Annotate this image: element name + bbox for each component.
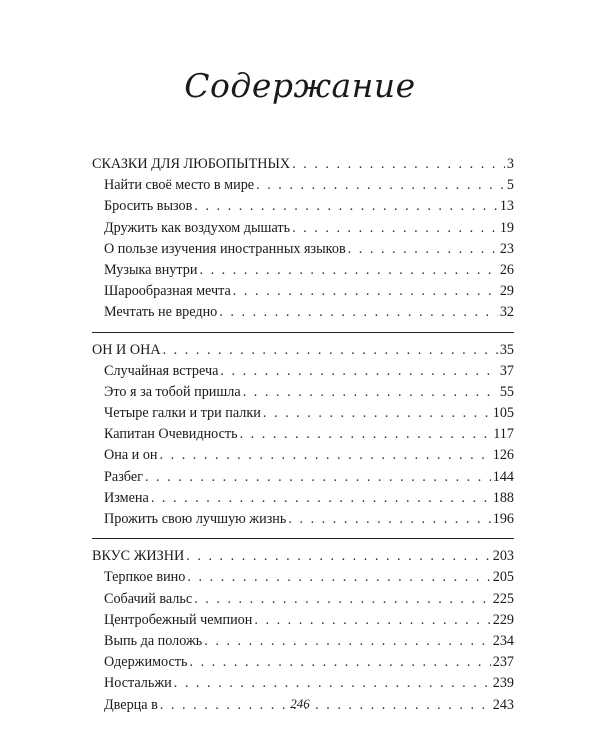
toc-page-number: 239 [492,675,514,692]
toc-page-number: 196 [492,511,514,527]
toc-page-number: 5 [506,177,514,194]
dot-leader [151,488,491,509]
toc-page-number: 35 [499,341,514,358]
dot-leader [292,218,498,239]
dot-leader [187,567,490,588]
toc-entry-row [92,445,514,466]
toc-entry-label: Собачий вальс [104,590,193,607]
toc-entry-row [92,403,514,424]
toc-heading-label: СКАЗКИ ДЛЯ ЛЮБОПЫТНЫХ [92,156,291,172]
dot-leader [220,361,497,382]
toc-heading-row [92,546,514,567]
toc-entry-row [92,509,514,530]
toc-entry-row [92,218,514,239]
toc-entry-label: Найти своё место в мире [104,177,255,194]
toc-entry-label: Прожить свою лучшую жизнь [104,511,287,527]
toc-entry-label: Разбег [104,468,143,485]
table-of-contents [92,154,514,716]
dot-leader [194,196,497,217]
toc-page-number: 126 [492,447,514,464]
toc-entry-label: Это я за тобой пришла [104,383,241,400]
toc-heading-row [92,340,514,361]
dot-leader [219,302,498,323]
toc-page-number: 205 [492,569,514,586]
toc-page-number: 188 [492,489,514,506]
dot-leader [199,260,497,281]
toc-entry-label: Случайная встреча [104,362,219,379]
dot-leader [160,445,491,466]
toc-section [92,154,514,324]
toc-entry-row [92,610,514,631]
dot-leader [263,403,491,424]
toc-entry-row [92,567,514,588]
dot-leader [288,509,490,530]
toc-entry-label: Четыре галки и три палки [104,405,261,422]
toc-entry-label: Терпкое вино [104,569,186,586]
dot-leader [194,589,491,610]
toc-page-number: 23 [499,240,514,257]
toc-entry-label: Бросить вызов [104,198,193,215]
toc-entry-row [92,589,514,610]
dot-leader [145,467,491,488]
toc-entry-label: Капитан Очевидность [104,426,238,443]
dot-leader [163,340,498,361]
toc-page-number: 203 [492,548,514,565]
toc-page-number: 29 [499,283,514,300]
toc-section [92,538,514,716]
toc-entry-row [92,361,514,382]
toc-page-number: 19 [499,219,514,236]
toc-entry-label: Выпь да положь [104,632,203,649]
toc-entry-label: Центробежный чемпион [104,611,253,628]
toc-entry-label: Ностальжи [104,675,172,692]
toc-heading-label: ВКУС ЖИЗНИ [92,548,185,565]
toc-entry-label: Мечтать не вредно [104,304,218,321]
toc-page-number: 225 [492,590,514,607]
toc-entry-row [92,673,514,694]
dot-leader [243,382,498,403]
toc-entry-label: Дружить как воздухом дышать [104,219,291,236]
dot-leader [186,546,490,567]
page-title: Содержание [184,66,416,105]
toc-entry-row [92,488,514,509]
dot-leader [189,652,490,673]
dot-leader [240,424,492,445]
toc-entry-row [92,302,514,323]
toc-page-number: 26 [499,261,514,278]
toc-page-number: 32 [499,304,514,321]
toc-page-number: 37 [499,362,514,379]
toc-entry-row [92,260,514,281]
dot-leader [348,239,498,260]
page-number: 246 [290,696,310,711]
toc-page-number: 144 [492,468,514,485]
toc-page-number: 229 [492,611,514,628]
toc-entry-row [92,631,514,652]
toc-page-number: 234 [492,632,514,649]
dot-leader [292,154,505,175]
toc-entry-label: Шарообразная мечта [104,283,231,300]
toc-entry-label: О пользе изучения иностранных языков [104,240,346,257]
toc-page-number: 55 [499,383,514,400]
dot-leader [233,281,498,302]
toc-entry-row [92,424,514,445]
toc-entry-row [92,281,514,302]
toc-page-number: 117 [493,426,514,443]
dot-leader [254,610,490,631]
toc-entry-label: Одержимость [104,654,188,671]
dot-leader [174,673,491,694]
toc-entry-row [92,196,514,217]
toc-page-number: 237 [492,654,514,671]
toc-page-number: 243 [492,696,514,713]
toc-entry-label: Измена [104,489,149,506]
toc-entry-label: Она и он [104,447,158,464]
toc-entry-label: Музыка внутри [104,261,198,278]
toc-entry-row [92,467,514,488]
toc-section [92,332,514,531]
toc-entry-row [92,175,514,196]
dot-leader [256,175,505,196]
toc-entry-row [92,239,514,260]
toc-entry-label: Дверца в [104,696,158,713]
toc-page-number: 13 [499,198,514,215]
toc-entry-row [92,652,514,673]
toc-entry-row [92,382,514,403]
toc-page-number: 3 [506,156,514,172]
toc-heading-label: ОН И ОНА [92,341,161,358]
toc-page-number: 105 [492,405,514,422]
toc-heading-row [92,154,514,175]
dot-leader [204,631,490,652]
